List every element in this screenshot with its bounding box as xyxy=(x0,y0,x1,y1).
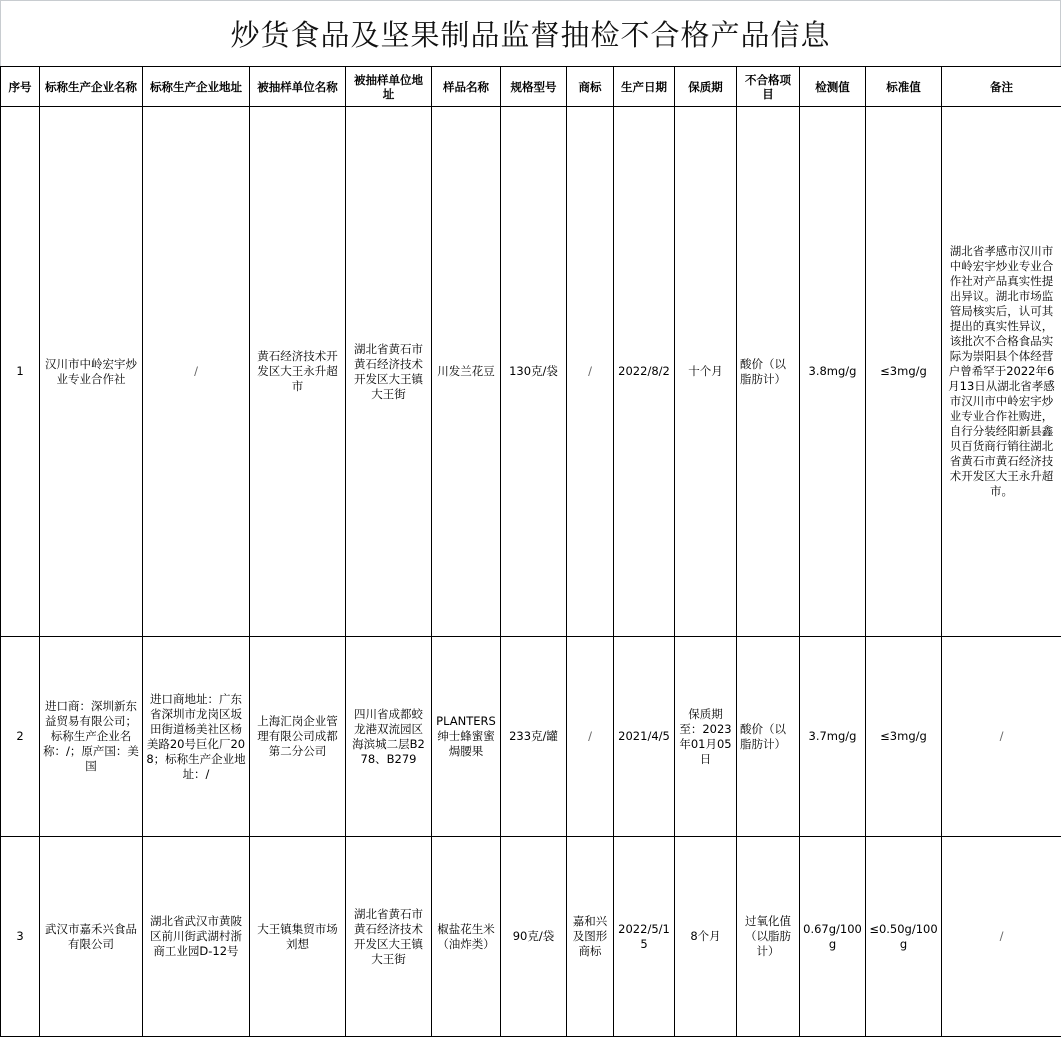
cell-manufacturer: 武汉市嘉禾兴食品有限公司 xyxy=(40,837,143,1037)
cell-index: 3 xyxy=(1,837,40,1037)
cell-sampled-unit: 上海汇岗企业管理有限公司成都第二分公司 xyxy=(250,637,346,837)
cell-shelf-life: 保质期至：2023年01月05日 xyxy=(675,637,737,837)
cell-sample-name: 川发兰花豆 xyxy=(432,107,501,637)
cell-sampled-unit-address: 湖北省黄石市黄石经济技术开发区大王镇大王街 xyxy=(346,107,432,637)
cell-remarks: / xyxy=(942,837,1061,1037)
cell-index: 2 xyxy=(1,637,40,837)
cell-shelf-life: 8个月 xyxy=(675,837,737,1037)
header-failed-item: 不合格项目 xyxy=(737,67,800,107)
header-manufacturer: 标称生产企业名称 xyxy=(40,67,143,107)
header-sample-name: 样品名称 xyxy=(432,67,501,107)
cell-measured-value: 3.8mg/g xyxy=(800,107,866,637)
header-standard-value: 标准值 xyxy=(866,67,942,107)
cell-index: 1 xyxy=(1,107,40,637)
table-header-row xyxy=(1,67,1061,107)
header-index: 序号 xyxy=(1,67,40,107)
cell-sampled-unit: 大王镇集贸市场刘想 xyxy=(250,837,346,1037)
cell-sampled-unit-address: 湖北省黄石市黄石经济技术开发区大王镇大王街 xyxy=(346,837,432,1037)
unqualified-products-table xyxy=(0,66,1061,1037)
cell-failed-item: 过氧化值（以脂肪计） xyxy=(737,837,800,1037)
cell-failed-item: 酸价（以脂肪计） xyxy=(737,637,800,837)
cell-spec: 233克/罐 xyxy=(501,637,567,837)
cell-standard-value: ≤0.50g/100g xyxy=(866,837,942,1037)
header-production-date: 生产日期 xyxy=(614,67,675,107)
cell-sample-name: 椒盐花生米（油炸类） xyxy=(432,837,501,1037)
header-manufacturer-address: 标称生产企业地址 xyxy=(143,67,250,107)
cell-manufacturer-address: 湖北省武汉市黄陂区前川街武湖村浙商工业园D-12号 xyxy=(143,837,250,1037)
header-shelf-life: 保质期 xyxy=(675,67,737,107)
table-row xyxy=(1,107,1061,637)
header-remarks: 备注 xyxy=(942,67,1061,107)
cell-manufacturer-address: 进口商地址：广东省深圳市龙岗区坂田街道杨美社区杨美路20号巨化厂208；标称生产企业地址：/ xyxy=(143,637,250,837)
cell-sampled-unit-address: 四川省成都蛟龙港双流园区海滨城二层B278、B279 xyxy=(346,637,432,837)
table-row xyxy=(1,637,1061,837)
cell-trademark: 嘉和兴及图形商标 xyxy=(567,837,614,1037)
cell-manufacturer: 进口商：深圳新东益贸易有限公司；标称生产企业名称：/；原产国：美国 xyxy=(40,637,143,837)
cell-sample-name: PLANTERS绅士蜂蜜蜜焗腰果 xyxy=(432,637,501,837)
header-sampled-unit: 被抽样单位名称 xyxy=(250,67,346,107)
cell-sampled-unit: 黄石经济技术开发区大王永升超市 xyxy=(250,107,346,637)
header-measured-value: 检测值 xyxy=(800,67,866,107)
header-sampled-unit-address: 被抽样单位地址 xyxy=(346,67,432,107)
cell-production-date: 2022/5/15 xyxy=(614,837,675,1037)
cell-trademark: / xyxy=(567,637,614,837)
cell-manufacturer: 汉川市中岭宏宇炒业专业合作社 xyxy=(40,107,143,637)
table-row xyxy=(1,837,1061,1037)
cell-measured-value: 3.7mg/g xyxy=(800,637,866,837)
cell-production-date: 2021/4/5 xyxy=(614,637,675,837)
cell-failed-item: 酸价（以脂肪计） xyxy=(737,107,800,637)
cell-spec: 130克/袋 xyxy=(501,107,567,637)
cell-manufacturer-address: / xyxy=(143,107,250,637)
cell-standard-value: ≤3mg/g xyxy=(866,637,942,837)
cell-spec: 90克/袋 xyxy=(501,837,567,1037)
cell-production-date: 2022/8/2 xyxy=(614,107,675,637)
cell-standard-value: ≤3mg/g xyxy=(866,107,942,637)
header-spec: 规格型号 xyxy=(501,67,567,107)
cell-measured-value: 0.67g/100g xyxy=(800,837,866,1037)
cell-remarks: / xyxy=(942,637,1061,837)
cell-shelf-life: 十个月 xyxy=(675,107,737,637)
cell-trademark: / xyxy=(567,107,614,637)
cell-remarks: 湖北省孝感市汉川市中岭宏宇炒业专业合作社对产品真实性提出异议。湖北市场监管局核实后，认可其提出的真实性异议，该批次不合格食品实际为崇阳县个体经营户曾希罕于2022年6月13日从湖北省孝感市汉川市中岭宏宇炒业专业合作社购进，自行分装经阳新县鑫贝百货商行销往湖北省黄石市黄石经济技术开发区大王永升超市。 xyxy=(942,107,1061,637)
header-trademark: 商标 xyxy=(567,67,614,107)
page-title: 炒货食品及坚果制品监督抽检不合格产品信息 xyxy=(0,0,1061,66)
